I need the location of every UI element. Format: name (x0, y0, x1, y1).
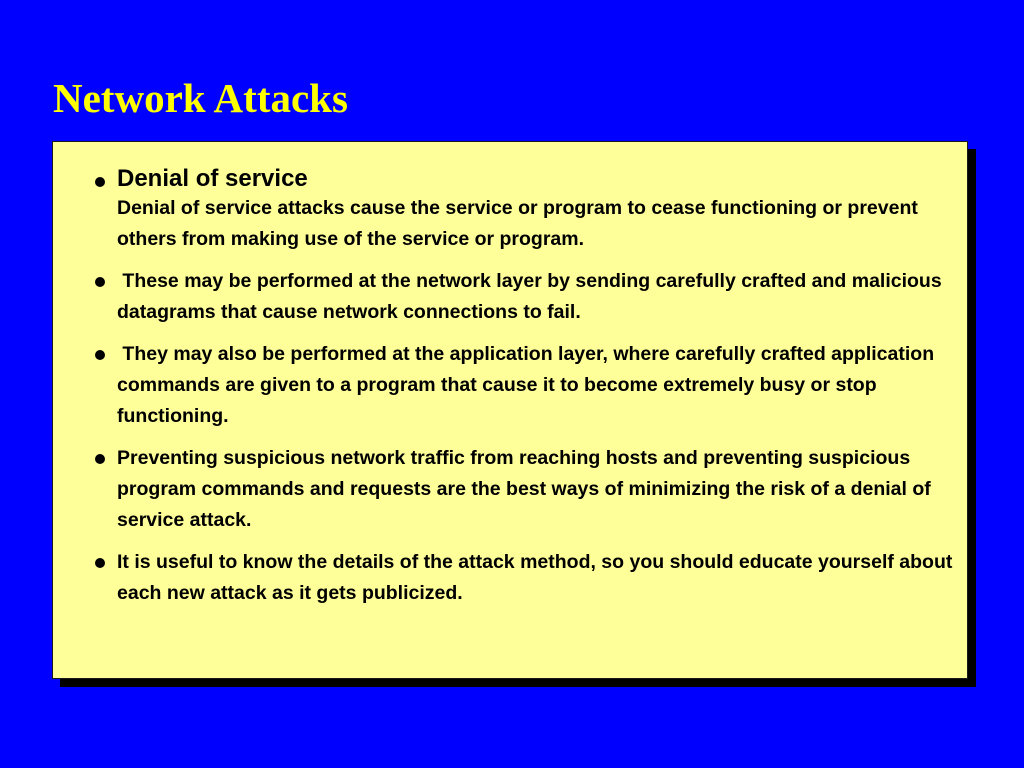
bullet-heading: Denial of service (117, 165, 308, 192)
bullet-item-denial-of-service (92, 164, 962, 255)
bullet-item-education (92, 547, 962, 609)
bullet-list (92, 164, 962, 620)
bullet-icon (95, 558, 105, 568)
bullet-item-application-layer (92, 339, 962, 432)
bullet-item-network-layer (92, 266, 962, 328)
bullet-icon (95, 277, 105, 287)
bullet-icon (95, 177, 105, 187)
slide-title: Network Attacks (53, 75, 348, 121)
bullet-text: Denial of service attacks cause the service or program to cease functioning or prevent others from making use of the service or program. (117, 197, 918, 250)
bullet-text: Preventing suspicious network traffic from reaching hosts and preventing suspicious program commands and requests are the best ways of minimizing the risk of a denial of service attack. (117, 447, 931, 531)
bullet-icon (95, 350, 105, 360)
bullet-text: These may be performed at the network layer by sending carefully crafted and malicious datagrams that cause network connections to fail. (117, 270, 948, 323)
bullet-text: It is useful to know the details of the attack method, so you should educate yourself about each new attack as it gets publicized. (117, 551, 953, 604)
bullet-item-prevention (92, 443, 962, 536)
content-panel (52, 141, 968, 679)
bullet-text: They may also be performed at the application layer, where carefully crafted application commands are given to a program that cause it to become extremely busy or stop functioning. (117, 343, 940, 427)
bullet-icon (95, 454, 105, 464)
